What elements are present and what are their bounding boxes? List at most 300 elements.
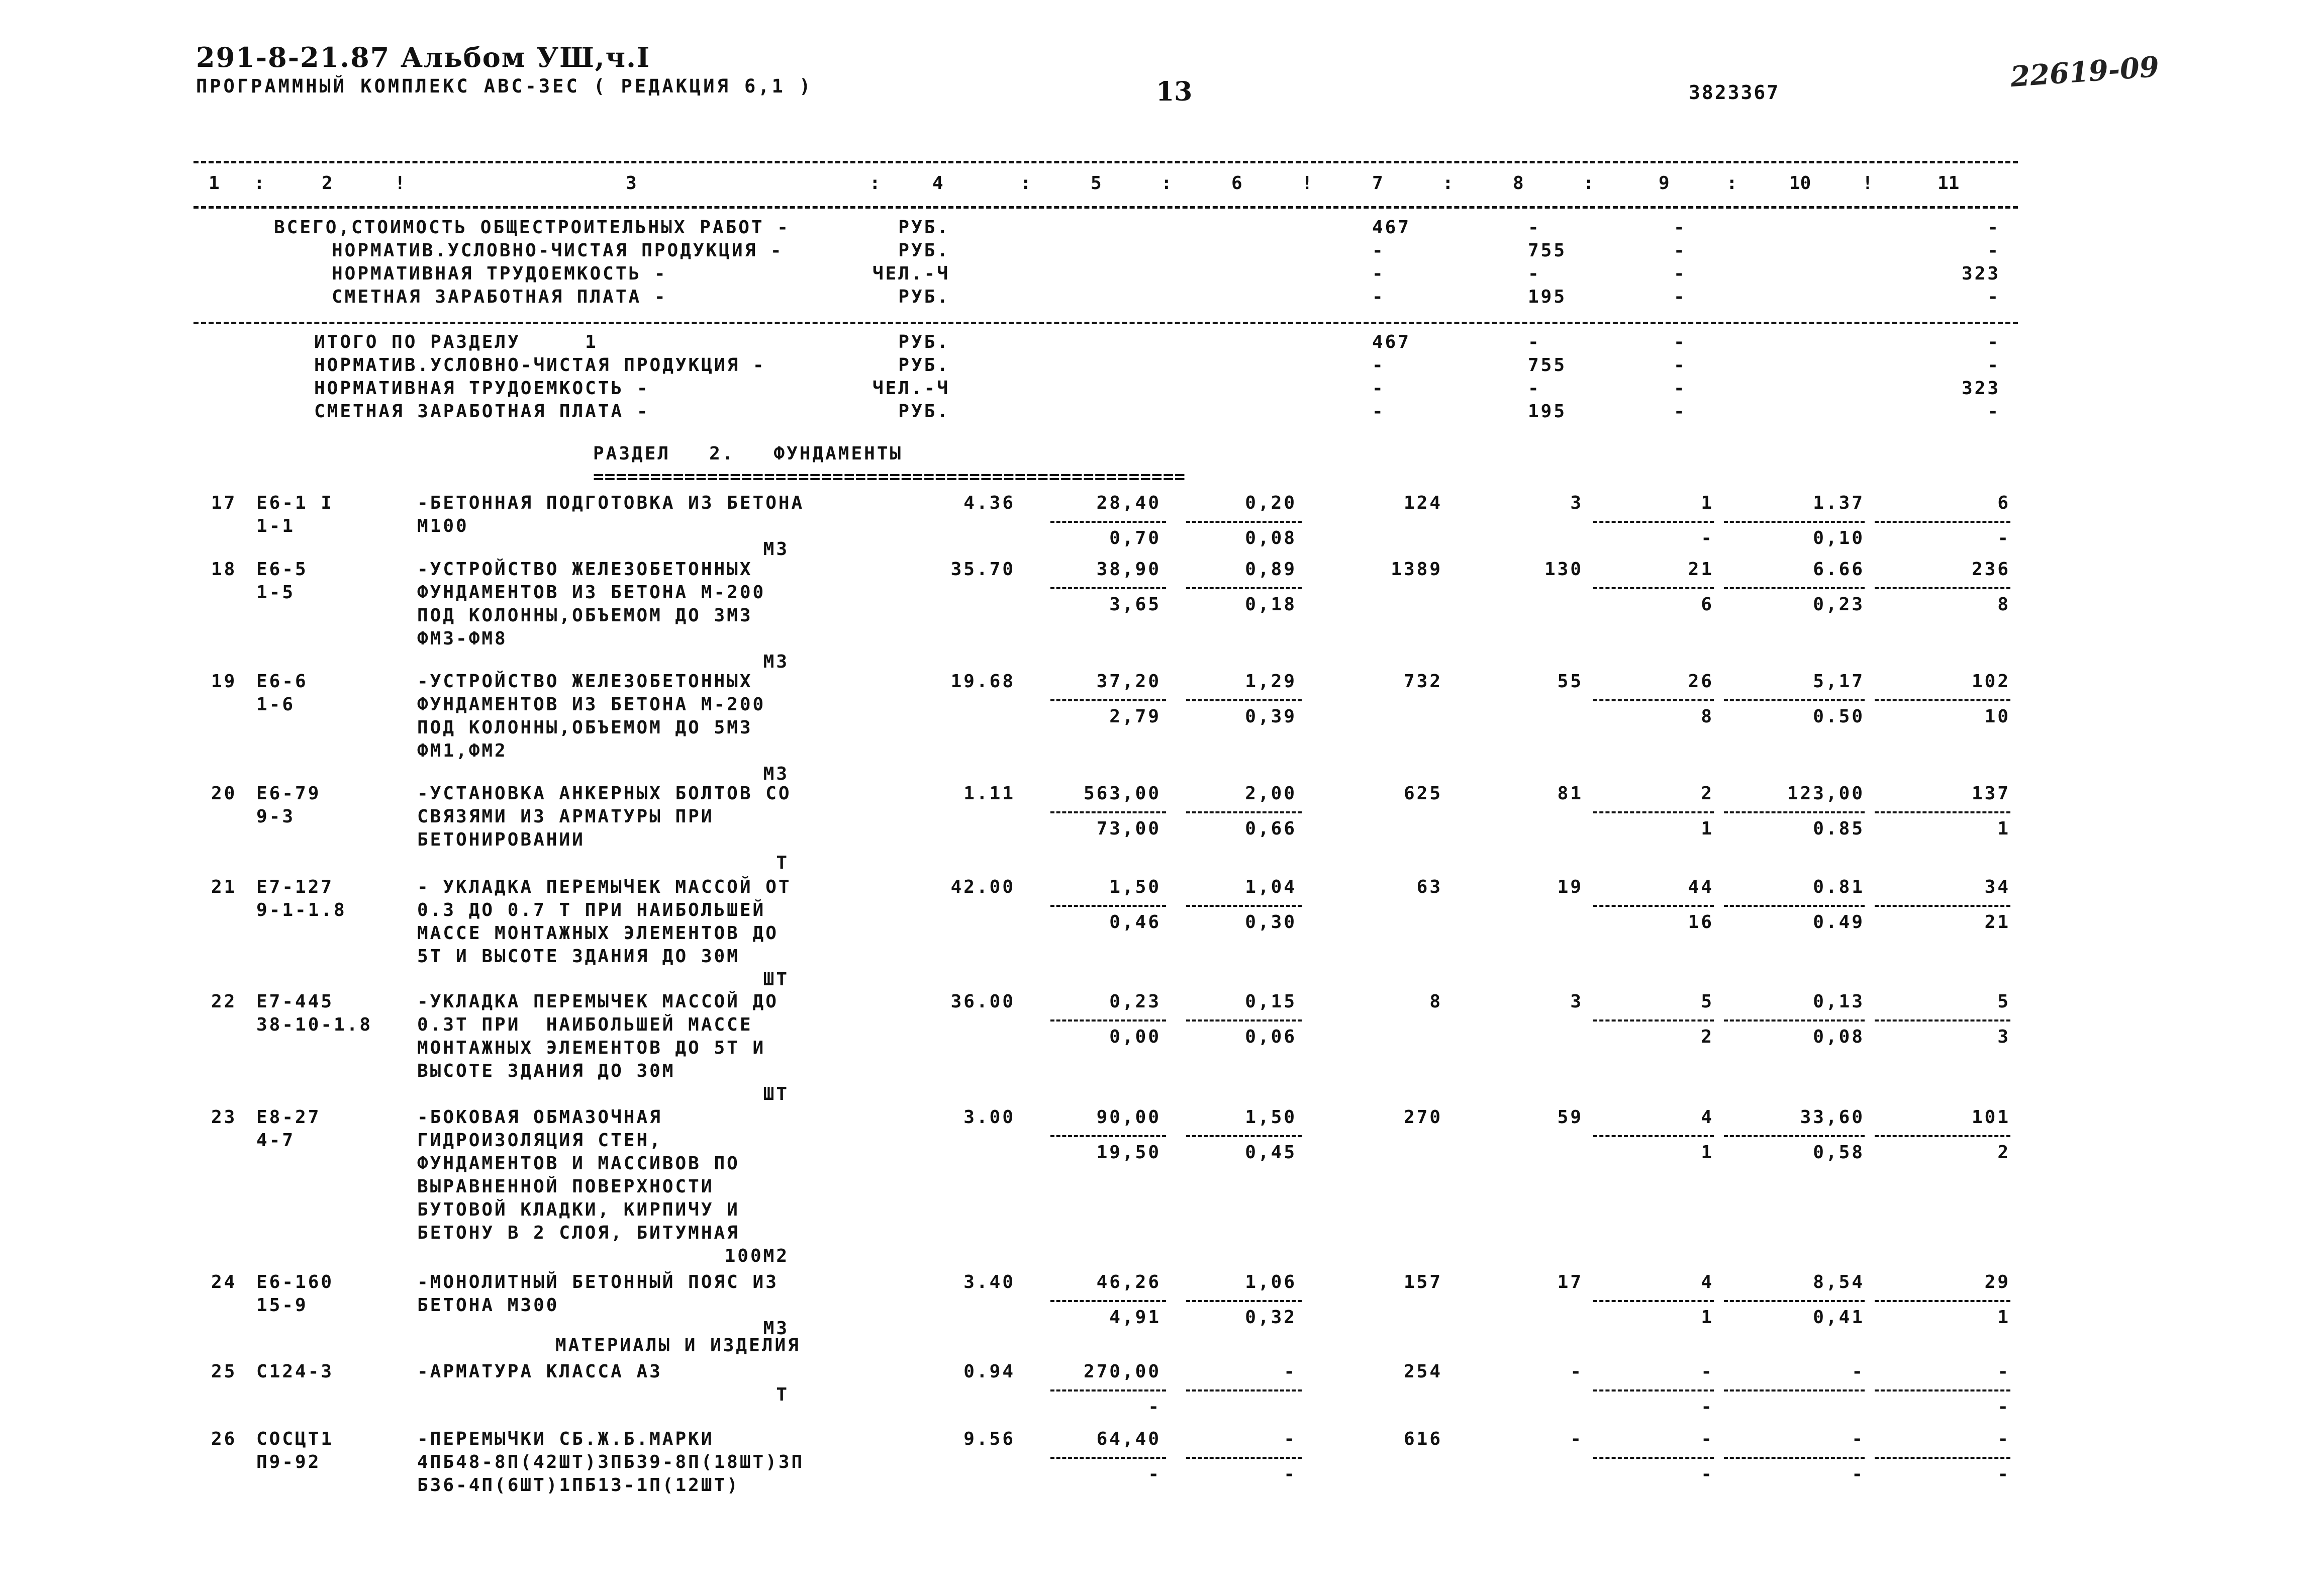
- labour-a-sub: 2: [1701, 1027, 1714, 1047]
- labour-b: 6.66: [1813, 559, 1865, 580]
- description-line: ФУНДАМЕНТОВ ИЗ БЕТОНА М-200: [417, 582, 766, 603]
- labour-a: -: [1701, 1429, 1714, 1449]
- summary-col7: -: [1372, 378, 1385, 399]
- quantity: 0.94: [963, 1361, 1015, 1382]
- labour-b-sub: 0,08: [1813, 1027, 1865, 1047]
- norm-code: Е6-5: [256, 559, 308, 580]
- cell-divider: [1724, 1457, 1865, 1459]
- cell-divider: [1593, 1300, 1714, 1302]
- description-line: Б36-4П(6ШТ)1ПБ13-1П(12ШТ): [417, 1475, 740, 1496]
- total-wage: 81: [1557, 783, 1583, 804]
- total-wage: 59: [1557, 1107, 1583, 1128]
- labour-b: 0.81: [1813, 877, 1865, 897]
- row-number: 22: [211, 991, 237, 1012]
- unit-cost: 1,50: [1109, 877, 1161, 897]
- description-line: -УСТРОЙСТВО ЖЕЛЕЗОБЕТОННЫХ: [417, 559, 753, 580]
- labour-b-sub: 0,58: [1813, 1142, 1865, 1163]
- program-name: ПРОГРАММНЫЙ КОМПЛЕКС АВС-3ЕС ( РЕДАКЦИЯ 6,1 ): [196, 75, 813, 97]
- labour-total-sub: -: [1997, 1397, 2010, 1417]
- summary-col9: -: [1674, 378, 1687, 399]
- cell-divider: [1186, 1019, 1302, 1022]
- col-num-10: 10: [1789, 173, 1811, 194]
- labour-total-sub: 1: [1997, 1307, 2010, 1328]
- labour-total: -: [1997, 1361, 2010, 1382]
- norm-code: Е6-6: [256, 671, 308, 692]
- labour-total: 102: [1971, 671, 2010, 692]
- total-cost: 616: [1403, 1429, 1442, 1449]
- summary-unit: РУБ.: [898, 332, 950, 352]
- cell-divider: [1875, 1457, 2010, 1459]
- total-wage: 55: [1557, 671, 1583, 692]
- description-line: -АРМАТУРА КЛАССА А3: [417, 1361, 662, 1382]
- summary-col11: -: [1987, 217, 2000, 238]
- total-wage: -: [1570, 1429, 1583, 1449]
- norm-code-sub: 38-10-1.8: [256, 1014, 373, 1035]
- cell-divider: [1724, 521, 1865, 523]
- norm-code-sub: 9-3: [256, 806, 296, 827]
- summary-col8: -: [1528, 378, 1541, 399]
- cell-divider: [1724, 1300, 1865, 1302]
- unit-cost-machine: 1,29: [1245, 671, 1297, 692]
- summary-col8: -: [1528, 217, 1541, 238]
- divider: [193, 161, 2018, 163]
- description-line: БЕТОНИРОВАНИИ: [417, 829, 585, 850]
- col-num-1: 1: [209, 173, 220, 194]
- unit: М3: [763, 539, 789, 560]
- col-num-4: 4: [932, 173, 943, 194]
- total-cost: 270: [1403, 1107, 1442, 1128]
- description-line: ФУНДАМЕНТОВ ИЗ БЕТОНА М-200: [417, 694, 766, 715]
- row-number: 17: [211, 493, 237, 513]
- col-sep: !: [395, 173, 406, 194]
- cell-divider: [1593, 521, 1714, 523]
- description-line: 0.3Т ПРИ НАИБОЛЬШЕЙ МАССЕ: [417, 1014, 753, 1035]
- unit-cost-machine-wage: 0,30: [1245, 912, 1297, 933]
- description-line: ФУНДАМЕНТОВ И МАССИВОВ ПО: [417, 1153, 740, 1174]
- total-wage: 130: [1544, 559, 1583, 580]
- unit: ШТ: [763, 1084, 789, 1104]
- summary-col7: -: [1372, 287, 1385, 307]
- labour-a-sub: 8: [1701, 706, 1714, 727]
- labour-total: 137: [1971, 783, 2010, 804]
- total-wage: 19: [1557, 877, 1583, 897]
- labour-a: 2: [1701, 783, 1714, 804]
- summary-unit: ЧЕЛ.-Ч: [872, 378, 950, 399]
- summary-col7: 467: [1372, 332, 1411, 352]
- handwritten-stamp: 22619-09: [2009, 50, 2160, 94]
- labour-b-sub: 0,23: [1813, 594, 1865, 615]
- labour-total-sub: -: [1997, 1464, 2010, 1484]
- cell-divider: [1050, 1457, 1166, 1459]
- norm-code-sub: 1-6: [256, 694, 296, 715]
- summary-col11: -: [1987, 287, 2000, 307]
- summary-col8: 755: [1528, 240, 1567, 261]
- unit-cost-wage: 2,79: [1109, 706, 1161, 727]
- unit-cost-machine-wage: 0,39: [1245, 706, 1297, 727]
- description-line: ВЫРАВНЕННОЙ ПОВЕРХНОСТИ: [417, 1176, 714, 1197]
- summary-col9: -: [1674, 263, 1687, 284]
- labour-a-sub: 1: [1701, 1307, 1714, 1328]
- summary-label: ВСЕГО,СТОИМОСТЬ ОБЩЕСТРОИТЕЛЬНЫХ РАБОТ -: [274, 217, 790, 238]
- labour-total-sub: 8: [1997, 594, 2010, 615]
- labour-b: 5,17: [1813, 671, 1865, 692]
- row-number: 20: [211, 783, 237, 804]
- norm-code-sub: П9-92: [256, 1452, 321, 1472]
- summary-col8: 755: [1528, 355, 1567, 376]
- row-number: 26: [211, 1429, 237, 1449]
- summary-label: НОРМАТИВНАЯ ТРУДОЕМКОСТЬ -: [314, 378, 650, 399]
- summary-col9: -: [1674, 401, 1687, 422]
- unit-cost-wage: -: [1148, 1464, 1161, 1484]
- col-sep: :: [254, 173, 265, 194]
- norm-code: Е6-79: [256, 783, 321, 804]
- cell-divider: [1050, 811, 1166, 813]
- cell-divider: [1875, 905, 2010, 907]
- labour-b: 8,54: [1813, 1272, 1865, 1292]
- unit-cost-wage: 19,50: [1096, 1142, 1161, 1163]
- quantity: 19.68: [950, 671, 1015, 692]
- labour-b-sub: 0,41: [1813, 1307, 1865, 1328]
- total-wage: -: [1570, 1361, 1583, 1382]
- description-line: -БОКОВАЯ ОБМАЗОЧНАЯ: [417, 1107, 662, 1128]
- cell-divider: [1724, 1389, 1865, 1391]
- labour-b: 1.37: [1813, 493, 1865, 513]
- unit-cost-machine: 1,50: [1245, 1107, 1297, 1128]
- norm-code-sub: 1-1: [256, 516, 296, 536]
- description-line: -УСТРОЙСТВО ЖЕЛЕЗОБЕТОННЫХ: [417, 671, 753, 692]
- summary-col7: -: [1372, 401, 1385, 422]
- description-line: СВЯЗЯМИ ИЗ АРМАТУРЫ ПРИ: [417, 806, 714, 827]
- summary-col11: -: [1987, 240, 2000, 261]
- summary-label: СМЕТНАЯ ЗАРАБОТНАЯ ПЛАТА -: [314, 401, 650, 422]
- labour-b: -: [1852, 1429, 1865, 1449]
- labour-a: 1: [1701, 493, 1714, 513]
- cell-divider: [1875, 1300, 2010, 1302]
- unit-cost-wage: 3,65: [1109, 594, 1161, 615]
- description-line: ПОД КОЛОННЫ,ОБЪЕМОМ ДО 3М3: [417, 605, 753, 626]
- labour-a: -: [1701, 1361, 1714, 1382]
- summary-col11: 323: [1961, 378, 2000, 399]
- col-num-6: 6: [1231, 173, 1242, 194]
- quantity: 9.56: [963, 1429, 1015, 1449]
- norm-code-sub: 15-9: [256, 1295, 308, 1316]
- norm-code: Е7-445: [256, 991, 334, 1012]
- summary-unit: РУБ.: [898, 240, 950, 261]
- description-line: -УКЛАДКА ПЕРЕМЫЧЕК МАССОЙ ДО: [417, 991, 779, 1012]
- labour-a-sub: 1: [1701, 818, 1714, 839]
- labour-total-sub: 3: [1997, 1027, 2010, 1047]
- cell-divider: [1050, 1300, 1166, 1302]
- labour-total-sub: 2: [1997, 1142, 2010, 1163]
- unit-cost-wage: 73,00: [1096, 818, 1161, 839]
- col-sep: :: [1442, 173, 1454, 194]
- quantity: 35.70: [950, 559, 1015, 580]
- cell-divider: [1875, 699, 2010, 701]
- col-sep: :: [869, 173, 881, 194]
- summary-col9: -: [1674, 287, 1687, 307]
- unit-cost: 46,26: [1096, 1272, 1161, 1292]
- labour-a-sub: 1: [1701, 1142, 1714, 1163]
- cell-divider: [1186, 699, 1302, 701]
- unit-cost-machine: 0,89: [1245, 559, 1297, 580]
- cell-divider: [1593, 1135, 1714, 1137]
- cell-divider: [1593, 811, 1714, 813]
- unit: ШТ: [763, 969, 789, 990]
- summary-unit: ЧЕЛ.-Ч: [872, 263, 950, 284]
- labour-total-sub: 21: [1984, 912, 2010, 933]
- summary-col11: 323: [1961, 263, 2000, 284]
- total-cost: 625: [1403, 783, 1442, 804]
- summary-col8: -: [1528, 332, 1541, 352]
- total-cost: 8: [1429, 991, 1442, 1012]
- summary-unit: РУБ.: [898, 217, 950, 238]
- total-wage: 3: [1570, 493, 1583, 513]
- unit-cost-machine-wage: 0,32: [1245, 1307, 1297, 1328]
- unit: М3: [763, 652, 789, 672]
- labour-b: 0,13: [1813, 991, 1865, 1012]
- summary-col8: 195: [1528, 287, 1567, 307]
- unit-cost: 28,40: [1096, 493, 1161, 513]
- section-title: РАЗДЕЛ 2. ФУНДАМЕНТЫ: [593, 443, 903, 464]
- unit-cost-machine-wage: -: [1284, 1464, 1297, 1484]
- summary-col9: -: [1674, 355, 1687, 376]
- total-cost: 63: [1416, 877, 1442, 897]
- norm-code: Е7-127: [256, 877, 334, 897]
- total-cost: 732: [1403, 671, 1442, 692]
- row-number: 25: [211, 1361, 237, 1382]
- cell-divider: [1593, 699, 1714, 701]
- norm-code-sub: 4-7: [256, 1130, 296, 1151]
- cell-divider: [1593, 1457, 1714, 1459]
- labour-b: 123,00: [1787, 783, 1865, 804]
- summary-col7: -: [1372, 240, 1385, 261]
- summary-col11: -: [1987, 401, 2000, 422]
- labour-a: 4: [1701, 1107, 1714, 1128]
- labour-a: 5: [1701, 991, 1714, 1012]
- col-sep: !: [1302, 173, 1313, 194]
- cell-divider: [1875, 1019, 2010, 1022]
- summary-col7: 467: [1372, 217, 1411, 238]
- description-line: 5Т И ВЫСОТЕ ЗДАНИЯ ДО 30М: [417, 946, 740, 967]
- unit-cost: 37,20: [1096, 671, 1161, 692]
- cell-divider: [1724, 1019, 1865, 1022]
- labour-total-sub: 10: [1984, 706, 2010, 727]
- labour-a: 44: [1688, 877, 1714, 897]
- quantity: 1.11: [963, 783, 1015, 804]
- col-num-5: 5: [1091, 173, 1102, 194]
- description-line: -БЕТОННАЯ ПОДГОТОВКА ИЗ БЕТОНА: [417, 493, 805, 513]
- cell-divider: [1593, 1389, 1714, 1391]
- cell-divider: [1050, 1135, 1166, 1137]
- summary-col11: -: [1987, 332, 2000, 352]
- labour-a: 21: [1688, 559, 1714, 580]
- description-line: 0.3 ДО 0.7 Т ПРИ НАИБОЛЬШЕЙ: [417, 900, 766, 920]
- unit-cost-wage: 0,70: [1109, 528, 1161, 548]
- cell-divider: [1875, 1135, 2010, 1137]
- norm-code-sub: 1-5: [256, 582, 296, 603]
- description-line: БУТОВОЙ КЛАДКИ, КИРПИЧУ И: [417, 1199, 740, 1220]
- cell-divider: [1186, 905, 1302, 907]
- labour-b: -: [1852, 1361, 1865, 1382]
- labour-b-sub: 0.85: [1813, 818, 1865, 839]
- unit-cost-machine: 1,04: [1245, 877, 1297, 897]
- unit-cost: 64,40: [1096, 1429, 1161, 1449]
- labour-b: 33,60: [1800, 1107, 1865, 1128]
- unit-cost: 90,00: [1096, 1107, 1161, 1128]
- norm-code: Е6-1 I: [256, 493, 334, 513]
- quantity: 3.00: [963, 1107, 1015, 1128]
- summary-col7: -: [1372, 263, 1385, 284]
- summary-label: ИТОГО ПО РАЗДЕЛУ 1: [314, 332, 598, 352]
- cell-divider: [1875, 1389, 2010, 1391]
- col-num-3: 3: [626, 173, 637, 194]
- description-line: ВЫСОТЕ ЗДАНИЯ ДО 30М: [417, 1061, 675, 1081]
- summary-label: СМЕТНАЯ ЗАРАБОТНАЯ ПЛАТА -: [332, 287, 667, 307]
- cell-divider: [1186, 1135, 1302, 1137]
- description-line: МАССЕ МОНТАЖНЫХ ЭЛЕМЕНТОВ ДО: [417, 923, 779, 944]
- cell-divider: [1724, 587, 1865, 589]
- row-number: 24: [211, 1272, 237, 1292]
- unit-cost: 0,23: [1109, 991, 1161, 1012]
- description-line: ГИДРОИЗОЛЯЦИЯ СТЕН,: [417, 1130, 662, 1151]
- unit: М3: [763, 764, 789, 784]
- norm-code: СОСЦТ1: [256, 1429, 334, 1449]
- quantity: 3.40: [963, 1272, 1015, 1292]
- col-num-7: 7: [1372, 173, 1383, 194]
- labour-total-sub: 1: [1997, 818, 2010, 839]
- unit-cost-wage: 0,46: [1109, 912, 1161, 933]
- description-line: ФМ1,ФМ2: [417, 740, 508, 761]
- labour-a: 26: [1688, 671, 1714, 692]
- labour-a-sub: -: [1701, 528, 1714, 548]
- description-line: МОНТАЖНЫХ ЭЛЕМЕНТОВ ДО 5Т И: [417, 1038, 766, 1058]
- cell-divider: [1050, 521, 1166, 523]
- labour-b-sub: 0.49: [1813, 912, 1865, 933]
- row-number: 23: [211, 1107, 237, 1128]
- description-line: М100: [417, 516, 469, 536]
- summary-col9: -: [1674, 332, 1687, 352]
- description-line: БЕТОНУ В 2 СЛОЯ, БИТУМНАЯ: [417, 1223, 740, 1243]
- norm-code: Е6-160: [256, 1272, 334, 1292]
- cell-divider: [1050, 905, 1166, 907]
- labour-a-sub: -: [1701, 1464, 1714, 1484]
- summary-col9: -: [1674, 217, 1687, 238]
- unit-cost-machine: -: [1284, 1361, 1297, 1382]
- labour-total: -: [1997, 1429, 2010, 1449]
- total-wage: 3: [1570, 991, 1583, 1012]
- cell-divider: [1186, 521, 1302, 523]
- cell-divider: [1593, 1019, 1714, 1022]
- col-num-2: 2: [322, 173, 333, 194]
- summary-col8: -: [1528, 263, 1541, 284]
- cell-divider: [1050, 699, 1166, 701]
- unit-cost-machine: 0,15: [1245, 991, 1297, 1012]
- total-cost: 254: [1403, 1361, 1442, 1382]
- unit: 100М2: [724, 1246, 789, 1266]
- description-line: ФМ3-ФМ8: [417, 628, 508, 649]
- description-line: БЕТОНА М300: [417, 1295, 559, 1316]
- total-wage: 17: [1557, 1272, 1583, 1292]
- col-sep: :: [1161, 173, 1172, 194]
- cell-divider: [1186, 1457, 1302, 1459]
- cell-divider: [1724, 1135, 1865, 1137]
- cell-divider: [1724, 811, 1865, 813]
- labour-total: 236: [1971, 559, 2010, 580]
- cell-divider: [1724, 905, 1865, 907]
- summary-unit: РУБ.: [898, 355, 950, 376]
- document-code: 3823367: [1689, 81, 1780, 104]
- labour-a-sub: 16: [1688, 912, 1714, 933]
- summary-col8: 195: [1528, 401, 1567, 422]
- unit-cost-machine-wage: 0,08: [1245, 528, 1297, 548]
- quantity: 36.00: [950, 991, 1015, 1012]
- unit-cost: 563,00: [1083, 783, 1161, 804]
- unit: Т: [776, 1384, 789, 1405]
- quantity: 42.00: [950, 877, 1015, 897]
- unit-cost-machine-wage: 0,18: [1245, 594, 1297, 615]
- summary-label: НОРМАТИВ.УСЛОВНО-ЧИСТАЯ ПРОДУКЦИЯ -: [332, 240, 784, 261]
- row-number: 18: [211, 559, 237, 580]
- summary-col9: -: [1674, 240, 1687, 261]
- labour-b-sub: -: [1852, 1464, 1865, 1484]
- summary-unit: РУБ.: [898, 287, 950, 307]
- total-cost: 1389: [1391, 559, 1442, 580]
- summary-col7: -: [1372, 355, 1385, 376]
- col-sep: :: [1726, 173, 1737, 194]
- cell-divider: [1186, 587, 1302, 589]
- total-cost: 124: [1403, 493, 1442, 513]
- unit-cost-machine: 0,20: [1245, 493, 1297, 513]
- unit-cost-machine: 1,06: [1245, 1272, 1297, 1292]
- summary-col11: -: [1987, 355, 2000, 376]
- cell-divider: [1186, 1389, 1302, 1391]
- summary-label: НОРМАТИВ.УСЛОВНО-ЧИСТАЯ ПРОДУКЦИЯ -: [314, 355, 766, 376]
- unit-cost-wage: 4,91: [1109, 1307, 1161, 1328]
- unit-cost: 270,00: [1083, 1361, 1161, 1382]
- document-id: 291-8-21.87 Альбом УШ,ч.I: [196, 41, 651, 73]
- unit-cost-wage: 0,00: [1109, 1027, 1161, 1047]
- cell-divider: [1050, 1389, 1166, 1391]
- summary-label: НОРМАТИВНАЯ ТРУДОЕМКОСТЬ -: [332, 263, 667, 284]
- unit: Т: [776, 853, 789, 873]
- unit-cost-machine: -: [1284, 1429, 1297, 1449]
- col-sep: :: [1020, 173, 1031, 194]
- divider: [193, 206, 2018, 209]
- labour-a-sub: -: [1701, 1397, 1714, 1417]
- quantity: 4.36: [963, 493, 1015, 513]
- labour-total: 5: [1997, 991, 2010, 1012]
- col-sep: !: [1862, 173, 1873, 194]
- unit-cost-machine-wage: 0,45: [1245, 1142, 1297, 1163]
- labour-total: 6: [1997, 493, 2010, 513]
- cell-divider: [1186, 811, 1302, 813]
- page-number: 13: [1156, 76, 1193, 107]
- unit-cost-machine-wage: 0,66: [1245, 818, 1297, 839]
- labour-total: 34: [1984, 877, 2010, 897]
- cell-divider: [1593, 905, 1714, 907]
- cell-divider: [1593, 587, 1714, 589]
- norm-code-sub: 9-1-1.8: [256, 900, 347, 920]
- divider: [193, 322, 2018, 324]
- cell-divider: [1186, 1300, 1302, 1302]
- total-cost: 157: [1403, 1272, 1442, 1292]
- labour-b-sub: 0,10: [1813, 528, 1865, 548]
- cell-divider: [1875, 521, 2010, 523]
- cell-divider: [1875, 587, 2010, 589]
- unit-cost-machine: 2,00: [1245, 783, 1297, 804]
- labour-total-sub: -: [1997, 528, 2010, 548]
- cell-divider: [1050, 1019, 1166, 1022]
